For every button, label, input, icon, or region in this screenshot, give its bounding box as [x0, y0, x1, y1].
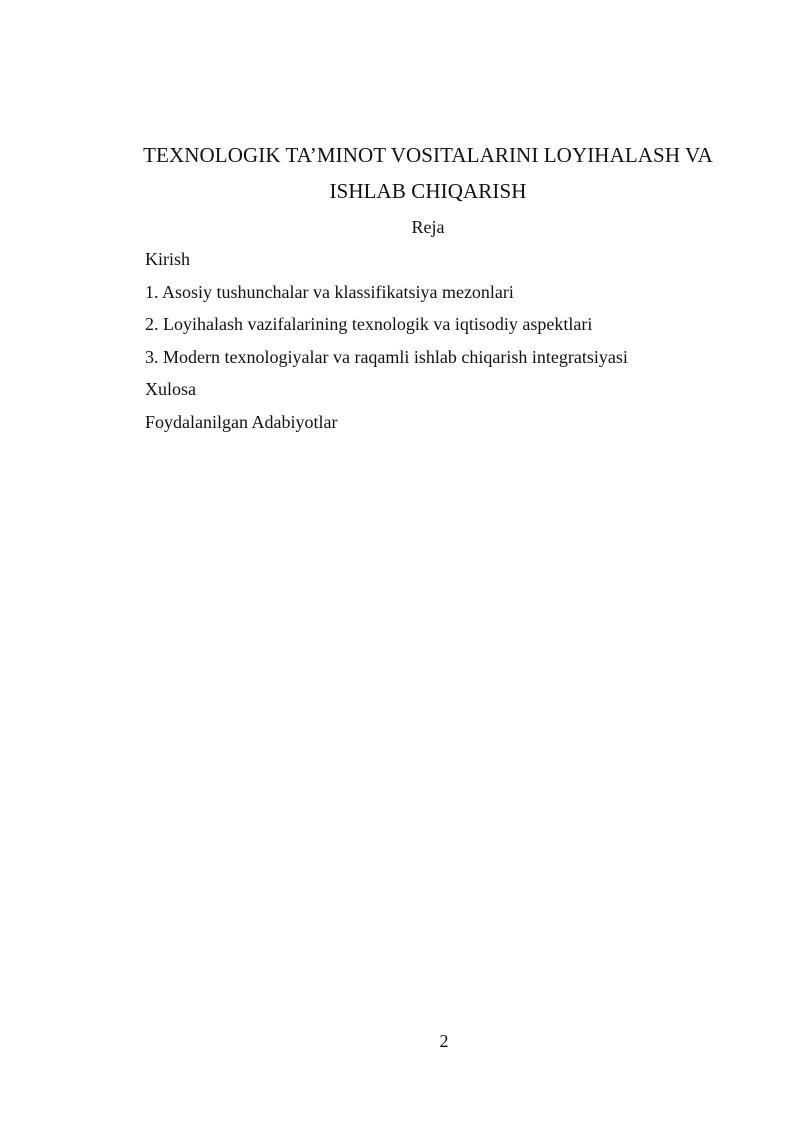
- title-line-1: TEXNOLOGIK TA’MINOT VOSITALARINI LOYIHALASH VA: [143, 143, 713, 167]
- plan-item-conclusion: Xulosa: [145, 379, 196, 399]
- plan-list: [145, 246, 628, 441]
- plan-item-2: 2. Loyihalash vazifalarining texnologik va iqtisodiy aspektlari: [145, 314, 593, 334]
- plan-item-1: 1. Asosiy tushunchalar va klassifikatsiya mezonlari: [145, 281, 514, 302]
- plan-item-references: Foydalanilgan Adabiyotlar: [145, 411, 338, 432]
- plan-item-introduction: Kirish: [145, 249, 190, 269]
- title-line-2: ISHLAB CHIQARISH: [329, 179, 527, 203]
- document-title: [100, 137, 756, 209]
- plan-heading: Reja: [411, 217, 445, 237]
- page-number: 2: [439, 1031, 449, 1051]
- plan-item-3: 3. Modern texnologiyalar va raqamli ishlab chiqarish integratsiyasi: [145, 346, 628, 367]
